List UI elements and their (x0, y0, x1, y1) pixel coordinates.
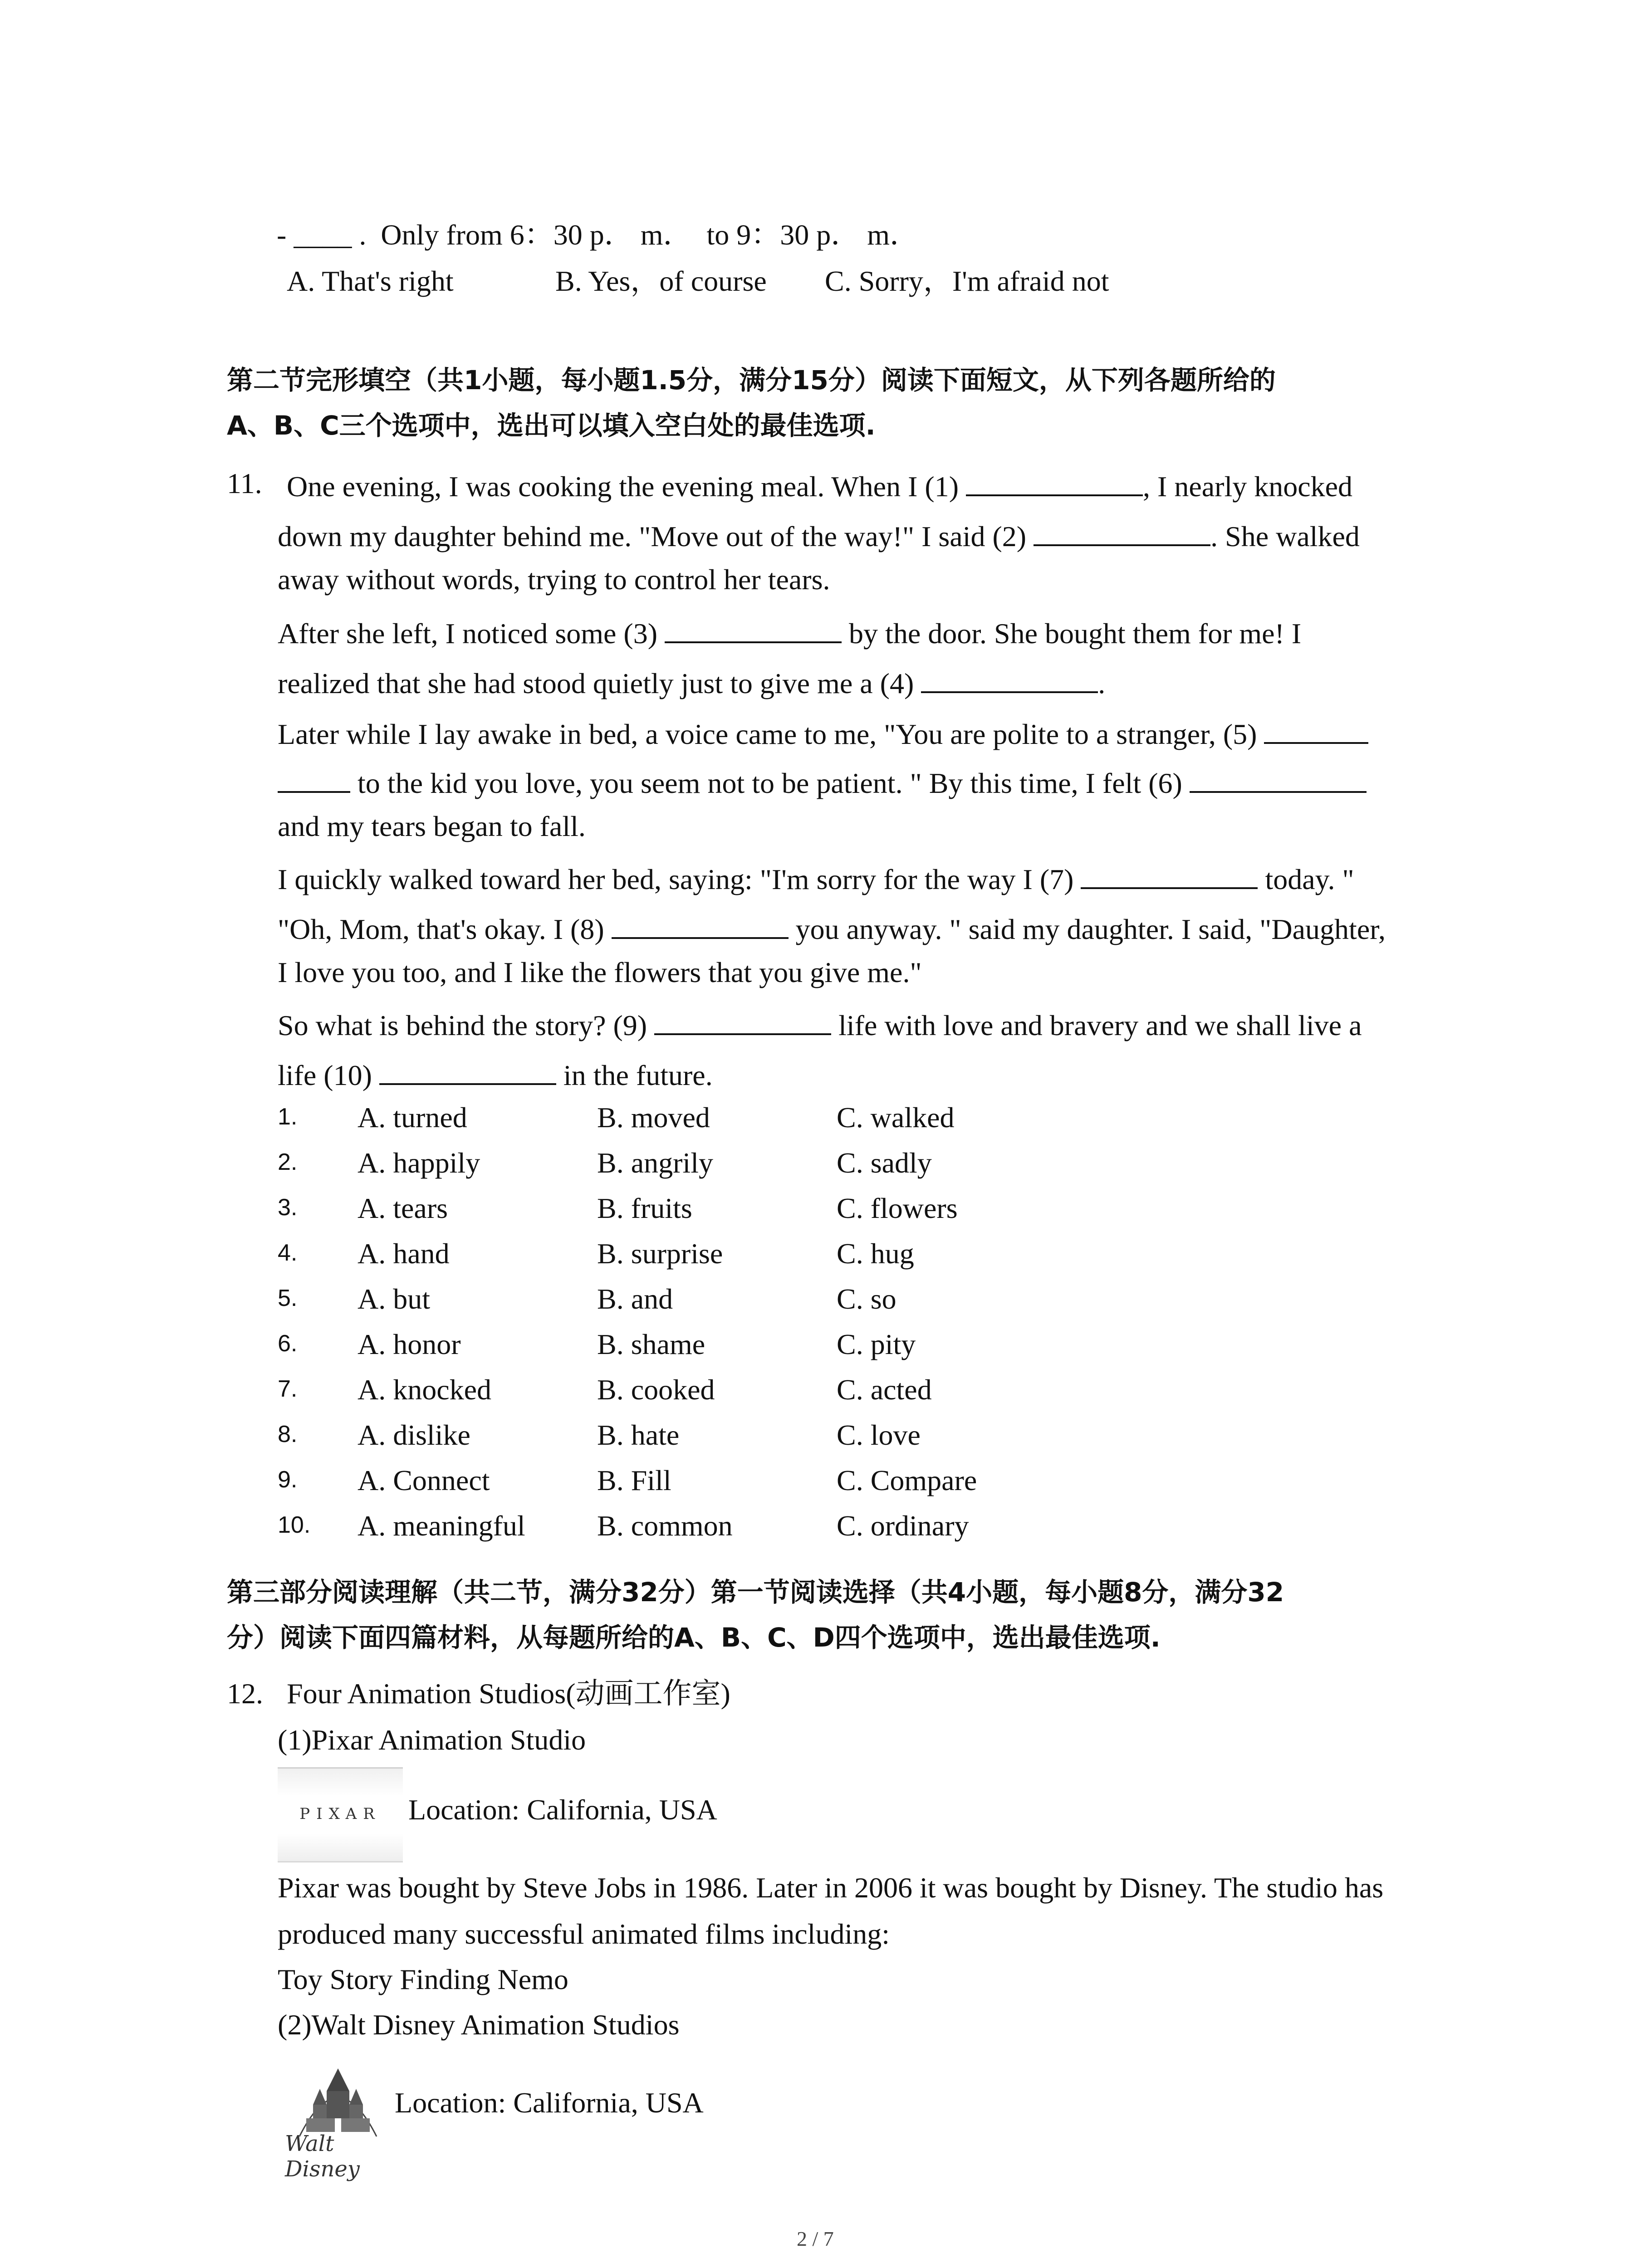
option-a: A. happily (358, 1147, 480, 1179)
answer-blank (1034, 515, 1210, 546)
option-a: A. but (358, 1283, 430, 1315)
option-c: C. acted (837, 1374, 932, 1406)
passage-line: One evening, I was cooking the evening meal. When I (1) , I nearly knocked (287, 465, 1352, 505)
pixar-logo-text: PIXAR (299, 1805, 381, 1823)
section-heading: 第二节完形填空（共1小题，每小题1.5分，满分15分）阅读下面短文，从下列各题所给的 (227, 365, 1276, 396)
option-b: B. hate (597, 1419, 680, 1451)
answer-blank (1264, 713, 1368, 744)
option-number: 10. (278, 1512, 311, 1538)
studio-description: produced many successful animated films including: (278, 1918, 890, 1950)
answer-blank (654, 1004, 831, 1035)
studio-location: Location: California, USA (408, 1794, 717, 1826)
option-c: C. flowers (837, 1192, 958, 1224)
passage-line: So what is behind the story? (9) life with love and bravery and we shall live a (278, 1004, 1362, 1044)
answer-blank (379, 1054, 556, 1085)
dialogue-line: - ____ . Only from 6：30 p． m． to 9：30 p． m． (277, 219, 919, 251)
section-heading: A、B、C三个选项中，选出可以填入空白处的最佳选项. (227, 410, 876, 441)
option-b: B. angrily (597, 1147, 713, 1179)
passage-line: Later while I lay awake in bed, a voice came to me, "You are polite to a stranger, (5) (278, 713, 1368, 753)
passage-line: life (10) in the future. (278, 1054, 713, 1094)
section-heading: 分）阅读下面四篇材料，从每题所给的A、B、C、D四个选项中，选出最佳选项. (227, 1622, 1161, 1653)
answer-blank (278, 762, 350, 793)
passage-line: down my daughter behind me. "Move out of the way!" I said (2) . She walked (278, 515, 1360, 555)
option-number: 3. (278, 1194, 298, 1221)
option-number: 9. (278, 1466, 298, 1493)
studio-title: (1)Pixar Animation Studio (278, 1724, 586, 1756)
option-a: A. hand (358, 1237, 450, 1270)
option-b: B. moved (597, 1101, 710, 1134)
option-a: A. meaningful (358, 1510, 525, 1542)
option-a: A. honor (358, 1328, 461, 1360)
option-number: 7. (278, 1376, 298, 1402)
option-c: C. hug (837, 1237, 914, 1270)
option-number: 6. (278, 1330, 298, 1357)
disney-logo-text: Walt Disney (285, 2131, 360, 2182)
passage-line: away without words, trying to control her tears. (278, 563, 830, 596)
question-title: Four Animation Studios(动画工作室) (287, 1677, 730, 1710)
option-number: 1. (278, 1104, 298, 1130)
passage-line: I quickly walked toward her bed, saying: "I'm sorry for the way I (7) today. " (278, 858, 1354, 898)
option-number: 2. (278, 1149, 298, 1175)
dialogue-option-c: C. Sorry，I'm afraid not (825, 265, 1109, 297)
option-c: C. sadly (837, 1147, 932, 1179)
passage-line: and my tears began to fall. (278, 810, 586, 842)
dialogue-option-b: B. Yes，of course (555, 265, 767, 297)
option-c: C. Compare (837, 1464, 977, 1496)
section-heading: 第三部分阅读理解（共二节，满分32分）第一节阅读选择（共4小题，每小题8分，满分32 (227, 1577, 1284, 1608)
answer-blank (1190, 762, 1367, 793)
answer-blank (612, 908, 789, 939)
passage-line: realized that she had stood quietly just to give me a (4) . (278, 662, 1105, 702)
option-a: A. turned (358, 1101, 467, 1134)
option-number: 4. (278, 1240, 298, 1266)
option-a: A. knocked (358, 1374, 492, 1406)
passage-line: "Oh, Mom, that's okay. I (8) you anyway. " said my daughter. I said, "Daughter, (278, 908, 1386, 948)
option-b: B. fruits (597, 1192, 692, 1224)
answer-blank (665, 612, 842, 643)
disney-logo (281, 2050, 395, 2182)
option-number: 8. (278, 1421, 298, 1447)
passage-line: After she left, I noticed some (3) by the door. She bought them for me! I (278, 612, 1301, 652)
option-c: C. ordinary (837, 1510, 969, 1542)
studio-description: Pixar was bought by Steve Jobs in 1986. Later in 2006 it was bought by Disney. The studio has (278, 1872, 1384, 1904)
pixar-logo (278, 1767, 403, 1862)
passage-line: to the kid you love, you seem not to be patient. " By this time, I felt (6) (278, 762, 1367, 802)
answer-blank (921, 662, 1098, 693)
option-a: A. dislike (358, 1419, 470, 1451)
option-number: 5. (278, 1285, 298, 1311)
option-b: B. and (597, 1283, 673, 1315)
option-b: B. cooked (597, 1374, 715, 1406)
option-a: A. Connect (358, 1464, 490, 1496)
passage-line: I love you too, and I like the flowers that you give me." (278, 956, 922, 988)
option-c: C. pity (837, 1328, 916, 1360)
studio-location: Location: California, USA (395, 2087, 704, 2119)
option-b: B. shame (597, 1328, 705, 1360)
studio-title: (2)Walt Disney Animation Studios (278, 2009, 680, 2041)
option-b: B. Fill (597, 1464, 671, 1496)
option-b: B. surprise (597, 1237, 723, 1270)
studio-films: Toy Story Finding Nemo (278, 1963, 568, 1995)
option-c: C. so (837, 1283, 896, 1315)
option-b: B. common (597, 1510, 733, 1542)
option-c: C. love (837, 1419, 921, 1451)
answer-blank (1081, 858, 1258, 889)
question-number: 12. (227, 1677, 263, 1710)
page-number: 2 / 7 (797, 2227, 834, 2250)
option-c: C. walked (837, 1101, 955, 1134)
answer-blank (966, 465, 1143, 496)
dialogue-option-a: A. That's right (287, 265, 454, 297)
option-a: A. tears (358, 1192, 448, 1224)
question-number: 11. (227, 467, 262, 499)
